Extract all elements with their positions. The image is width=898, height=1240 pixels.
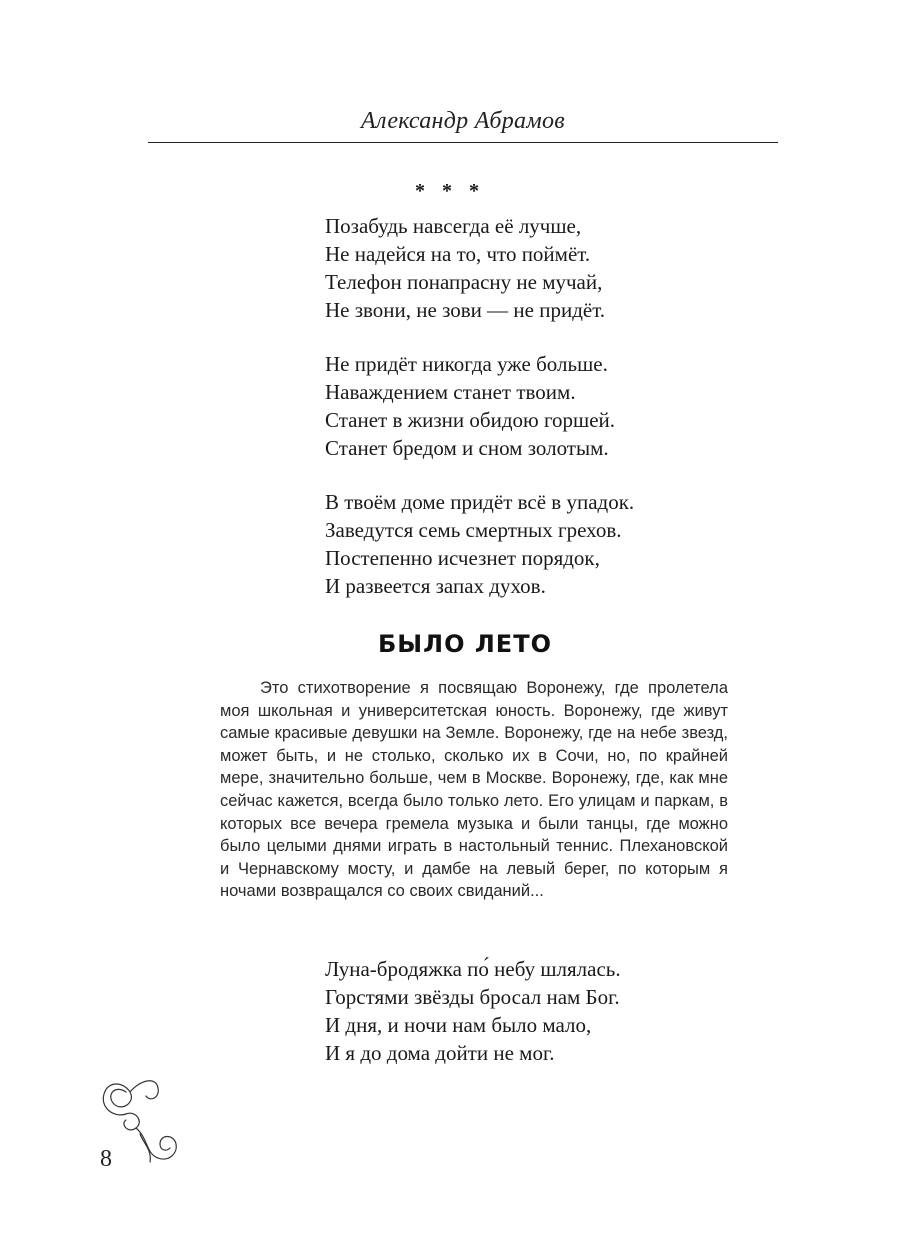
verse-line: Постепенно исчезнет порядок,	[325, 546, 600, 570]
verse-line: Не надейся на то, что поймёт.	[325, 242, 591, 266]
section-title: БЫЛО ЛЕТО	[378, 630, 552, 658]
verse-line: Луна-бродяжка по́ небу шлялась.	[325, 957, 621, 981]
page-number: 8	[100, 1146, 112, 1172]
poem-untitled	[325, 212, 634, 626]
verse-line: И дня, и ночи нам было мало,	[325, 1013, 592, 1037]
running-header-author: Александр Абрамов	[361, 108, 565, 134]
poem-bylo-leto	[325, 955, 621, 1093]
verse-line: Станет в жизни обидою горшей.	[325, 408, 616, 432]
verse-line: Горстями звёзды бросал нам Бог.	[325, 985, 620, 1009]
header-rule	[148, 142, 778, 143]
poem-separator: * * *	[415, 180, 485, 202]
stanza-1	[325, 955, 621, 1067]
stanza-2	[325, 350, 634, 462]
verse-line: Наваждением станет твоим.	[325, 380, 576, 404]
verse-line: И я до дома дойти не мог.	[325, 1041, 555, 1065]
verse-line: Станет бредом и сном золотым.	[325, 436, 609, 460]
verse-line: В твоём доме придёт всё в упадок.	[325, 490, 635, 514]
stanza-1	[325, 212, 634, 324]
verse-line: Заведутся семь смертных грехов.	[325, 518, 622, 542]
verse-line: Позабудь навсегда её лучше,	[325, 214, 582, 238]
stanza-3	[325, 488, 634, 600]
verse-line: И развеется запах духов.	[325, 574, 546, 598]
dedication-paragraph: Это стихотворение я посвящаю Воронежу, где пролетела моя школьная и университетская юность. Воронежу, где живут самые красивые девушки на Земле. Воронежу, где на небе звезд, может быть, и не столько, сколько их в Сочи, но, по крайней мере, значительно больше, чем в Москве. Воронежу, где, как мне сейчас кажется, всегда было только лето. Его улицам и паркам, в которых все вечера гремела музыка и были танцы, где можно было целыми днями играть в настольный теннис. Плехановской и Чернавскому мосту, и дамбе на левый берег, по которым я ночами возвращался со своих свиданий...	[220, 679, 728, 901]
verse-line: Не звони, не зови — не придёт.	[325, 298, 606, 322]
verse-line: Не придёт никогда уже больше.	[325, 352, 608, 376]
verse-line: Телефон понапрасну не мучай,	[325, 270, 603, 294]
